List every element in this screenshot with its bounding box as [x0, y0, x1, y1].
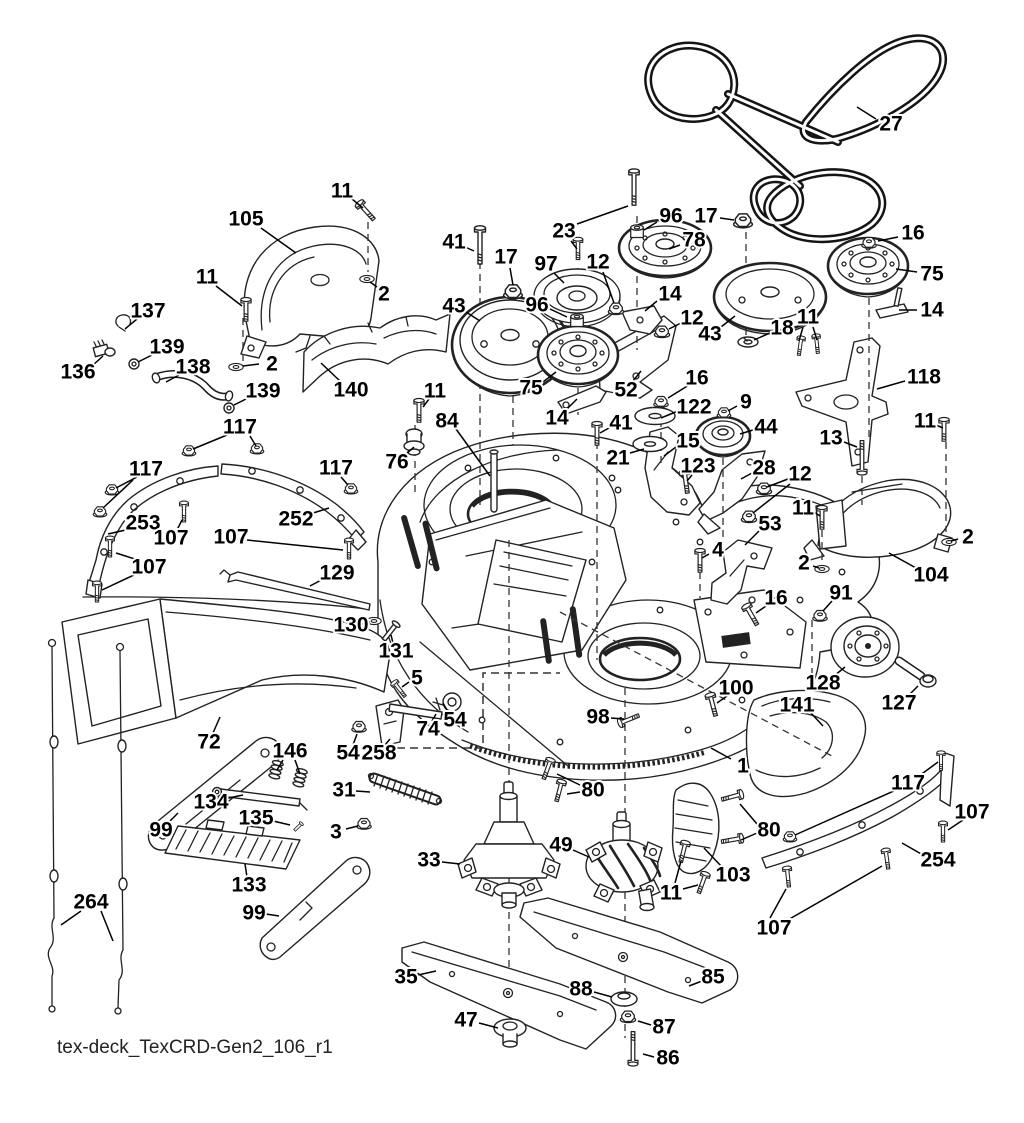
part-33-mandrel	[458, 782, 560, 908]
part-number-label: 80	[757, 818, 781, 842]
part-number-label: 139	[245, 379, 281, 403]
part-number-label: 14	[920, 298, 944, 322]
part-number-label: 146	[272, 739, 308, 763]
part-number-label: 117	[223, 415, 257, 439]
part-47-blade-bolt	[494, 1019, 526, 1047]
part-number-label: 2	[962, 525, 974, 549]
part-number-label: 35	[394, 965, 418, 989]
part-number-label: 107	[756, 916, 792, 940]
part-31-spring	[369, 774, 442, 805]
part-number-label: 17	[694, 204, 718, 228]
leader-line	[356, 791, 370, 792]
part-number-label: 138	[175, 355, 211, 379]
part-number-label: 91	[829, 581, 853, 605]
part-number-label: 16	[685, 366, 709, 390]
part-27-belt	[648, 38, 943, 239]
leader-line	[442, 862, 460, 864]
part-number-label: 130	[333, 613, 369, 637]
part-number-label: 72	[197, 730, 221, 754]
part-number-label: 13	[819, 426, 843, 450]
part-number-label: 12	[788, 462, 812, 486]
part-number-label: 107	[131, 555, 167, 579]
part-133-plate	[165, 820, 300, 869]
part-number-label: 136	[60, 360, 96, 384]
part-number-label: 12	[680, 306, 704, 330]
part-number-label: 122	[676, 395, 712, 419]
part-number-label: 99	[242, 901, 266, 925]
part-number-label: 74	[416, 717, 440, 741]
part-number-label: 9	[740, 390, 752, 414]
part-number-label: 137	[130, 299, 166, 323]
part-number-label: 11	[659, 881, 683, 905]
leader-line	[720, 218, 734, 220]
part-number-label: 11	[423, 379, 447, 403]
part-number-label: 84	[435, 409, 459, 433]
part-44-idler-pulley	[696, 417, 750, 457]
part-88-washer	[611, 992, 637, 1006]
part-number-label: 133	[231, 873, 267, 897]
part-number-label: 129	[319, 561, 355, 585]
part-number-label: 264	[73, 890, 109, 914]
part-49-mandrel	[586, 812, 662, 911]
part-number-label: 21	[606, 446, 630, 470]
part-number-label: 253	[125, 511, 161, 535]
part-75-clutch-pulley-left	[538, 326, 618, 387]
part-146-springs	[268, 760, 307, 788]
part-number-label: 123	[680, 454, 716, 478]
part-number-label: 54	[443, 708, 467, 732]
part-number-label: 16	[901, 221, 925, 245]
part-number-label: 41	[442, 230, 466, 254]
part-number-label: 118	[907, 365, 941, 389]
part-number-label: 43	[698, 322, 722, 346]
part-number-label: 105	[228, 207, 264, 231]
leader-line	[577, 206, 628, 224]
drawing-id: tex-deck_TexCRD-Gen2_106_r1	[57, 1037, 333, 1058]
leader-line	[770, 889, 786, 918]
part-number-label: 252	[278, 507, 314, 531]
part-number-label: 107	[153, 526, 189, 550]
part-number-label: 17	[494, 245, 518, 269]
part-number-label: 88	[569, 977, 593, 1001]
part-number-label: 98	[586, 705, 610, 729]
part-number-label: 33	[417, 848, 441, 872]
leader-line	[643, 1054, 654, 1057]
leader-line	[346, 826, 358, 829]
part-number-label: 107	[954, 800, 990, 824]
part-number-label: 11	[791, 496, 815, 520]
leader-line	[857, 107, 876, 119]
part-number-label: 75	[920, 262, 944, 286]
part-number-label: 96	[525, 293, 549, 317]
part-number-label: 99	[149, 818, 173, 842]
part-number-label: 117	[891, 771, 925, 795]
part-number-label: 14	[545, 406, 569, 430]
leader-line	[594, 992, 612, 997]
part-number-label: 44	[754, 415, 778, 439]
part-number-label: 254	[920, 848, 956, 872]
part-number-label: 14	[658, 282, 682, 306]
part-number-label: 23	[552, 219, 576, 243]
leader-line	[728, 406, 737, 411]
part-number-label: 131	[378, 639, 414, 663]
leader-line	[243, 364, 259, 366]
part-number-label: 49	[549, 833, 573, 857]
part-number-label: 54	[336, 741, 360, 765]
part-number-label: 1	[737, 754, 749, 778]
leader-line	[216, 286, 242, 306]
part-number-label: 80	[581, 778, 605, 802]
leader-line	[101, 911, 113, 941]
part-number-label: 100	[718, 676, 754, 700]
part-number-label: 96	[659, 204, 683, 228]
leader-line	[889, 553, 916, 568]
part-number-label: 140	[333, 378, 369, 402]
part-number-label: 141	[779, 693, 815, 717]
part-number-label: 52	[614, 378, 638, 402]
leader-line	[465, 247, 474, 251]
part-number-label: 41	[609, 411, 633, 435]
part-number-label: 53	[758, 512, 782, 536]
part-number-label: 2	[266, 352, 278, 376]
part-number-label: 78	[682, 228, 706, 252]
part-number-label: 18	[770, 316, 794, 340]
part-number-label: 117	[129, 457, 163, 481]
part-number-label: 75	[519, 376, 543, 400]
leader-line	[638, 1021, 651, 1025]
part-number-label: 3	[330, 820, 342, 844]
part-number-label: 103	[715, 863, 751, 887]
leader-line	[877, 381, 905, 389]
part-number-label: 104	[913, 563, 949, 587]
part-number-label: 4	[712, 538, 724, 562]
leader-line	[247, 540, 343, 550]
part-number-label: 258	[361, 741, 397, 765]
part-136-137-139-fittings	[93, 315, 234, 413]
part-number-label: 135	[238, 806, 274, 830]
part-127-axle-bolt	[899, 661, 936, 687]
part-number-label: 11	[330, 179, 354, 203]
leader-line	[683, 885, 698, 889]
part-number-label: 28	[752, 456, 776, 480]
part-number-label: 134	[193, 790, 229, 814]
part-number-label: 11	[195, 265, 219, 289]
leader-line	[510, 268, 513, 285]
leader-line	[600, 428, 609, 433]
part-number-label: 47	[454, 1008, 478, 1032]
leader-line	[740, 804, 757, 824]
leader-line	[266, 914, 279, 916]
part-number-label: 43	[442, 294, 466, 318]
leader-line	[786, 866, 882, 921]
part-number-label: 2	[798, 551, 810, 575]
part-number-label: 27	[879, 112, 903, 136]
part-84-pin	[490, 450, 498, 512]
leader-line	[611, 718, 624, 719]
part-128-gauge-wheel	[831, 617, 899, 677]
part-number-label: 12	[586, 250, 610, 274]
part-number-label: 31	[332, 778, 356, 802]
part-number-label: 11	[796, 305, 820, 329]
part-number-label: 76	[385, 450, 409, 474]
part-number-label: 97	[534, 252, 558, 276]
part-number-label: 117	[319, 456, 353, 480]
part-number-label: 15	[676, 429, 700, 453]
part-number-label: 87	[652, 1015, 676, 1039]
part-number-label: 139	[149, 335, 185, 359]
part-number-label: 128	[805, 671, 841, 695]
part-number-label: 86	[656, 1046, 680, 1070]
part-number-label: 16	[764, 586, 788, 610]
leader-line	[193, 435, 227, 449]
part-number-label: 85	[701, 965, 725, 989]
leader-line	[567, 792, 580, 794]
part-number-label: 11	[913, 409, 937, 433]
part-number-label: 107	[213, 525, 249, 549]
part-number-label: 5	[411, 666, 423, 690]
part-number-label: 2	[378, 282, 390, 306]
part-104-cover	[804, 479, 952, 560]
part-number-label: 127	[881, 691, 917, 715]
